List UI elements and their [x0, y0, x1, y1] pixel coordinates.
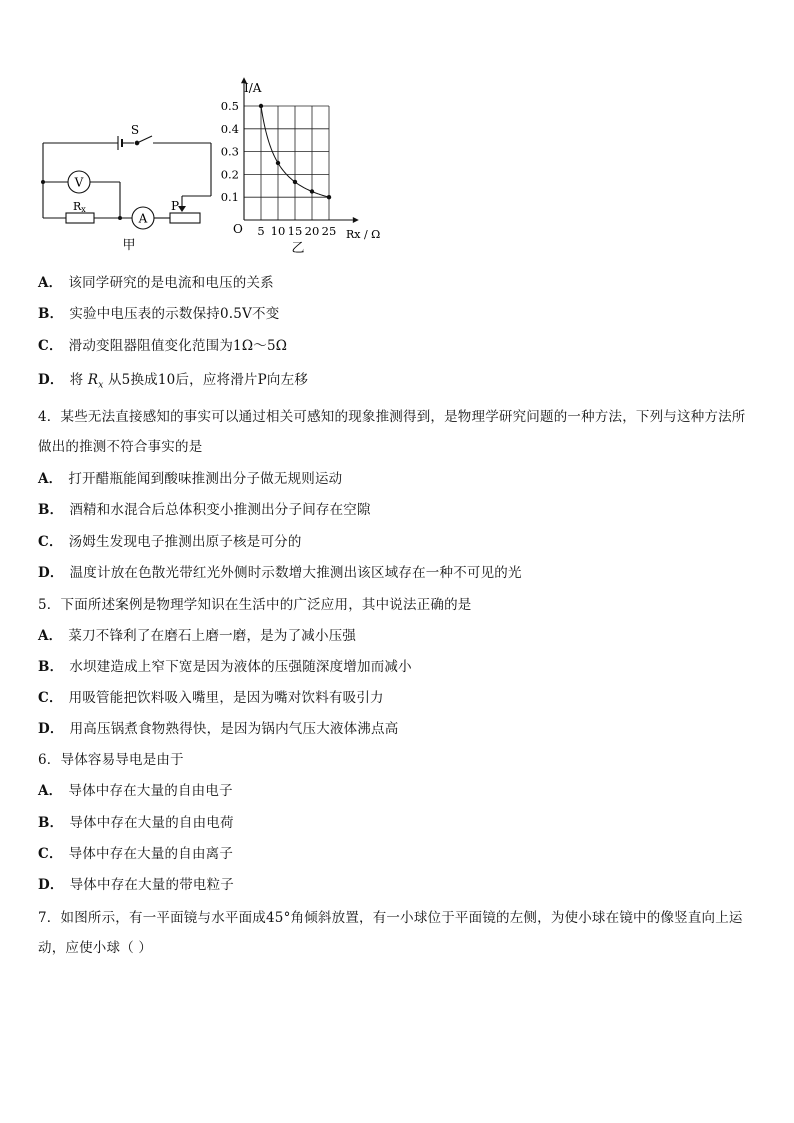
q3-option-c: C． 滑动变阻器阻值变化范围为1Ω～5Ω: [38, 338, 288, 354]
q5-option-b: B． 水坝建造成上窄下宽是因为液体的压强随深度增加而减小: [38, 659, 412, 675]
q5-option-d: D． 用高压锅煮食物熟得快，是因为锅内气压大液体沸点高: [38, 721, 399, 737]
voltmeter-label: V: [74, 175, 84, 190]
x-tick-label: 5: [257, 224, 265, 238]
q5-option-a: A． 菜刀不锋利了在磨石上磨一磨，是为了减小压强: [38, 628, 357, 644]
x-axis-arrow: [353, 217, 359, 223]
q3-option-b: B． 实验中电压表的示数保持0.5V不变: [38, 306, 280, 322]
x-axis-label: Rx / Ω: [346, 228, 381, 241]
x-tick-label: 20: [304, 224, 320, 238]
resistor-rx: [66, 213, 94, 223]
figure-yi-caption: 乙: [291, 241, 305, 256]
q6-option-c: C． 导体中存在大量的自由离子: [38, 846, 234, 862]
y-tick-label: 0.3: [220, 144, 239, 159]
q4-option-d: D． 温度计放在色散光带红光外侧时示数增大推测出该区域存在一种不可见的光: [38, 565, 522, 581]
data-point: [259, 104, 263, 108]
q6-option-b: B． 导体中存在大量的自由电荷: [38, 815, 234, 831]
switch-label: S: [130, 123, 140, 137]
q4-option-b: B． 酒精和水混合后总体积变小推测出分子间存在空隙: [38, 502, 371, 518]
q7-stem-line1: 7．如图所示，有一平面镜与水平面成45°角倾斜放置，有一小球位于平面镜的左侧，为使小球在镜中的像竖直向上运: [38, 910, 743, 926]
ammeter-label: A: [138, 211, 148, 226]
circuit-diagram: [41, 136, 211, 229]
x-tick-label: 25: [321, 224, 337, 238]
q6-stem: 6．导体容易导电是由于: [38, 752, 184, 768]
figure-area: [0, 0, 794, 260]
q6-option-a: A． 导体中存在大量的自由电子: [38, 783, 233, 799]
x-tick-label: 15: [287, 224, 303, 238]
figure-jia-caption: 甲: [122, 238, 136, 253]
graph-i-vs-rx: [221, 77, 359, 238]
slider-arrow: [178, 206, 186, 212]
q4-stem-line1: 4．某些无法直接感知的事实可以通过相关可感知的现象推测得到，是物理学研究问题的一种方法，下列与这种方法所: [38, 409, 746, 425]
q3-option-d: D． 将 $R_x$ 从5换成10后，应将滑片P向左移: [38, 372, 309, 391]
y-axis-label: I/A: [244, 81, 262, 95]
switch-blade: [137, 136, 152, 143]
y-tick-label: 0.1: [220, 190, 239, 205]
resistor-label: Rx: [73, 200, 86, 214]
q5-stem: 5．下面所述案例是物理学知识在生活中的广泛应用，其中说法正确的是: [38, 597, 472, 613]
data-point: [293, 180, 297, 184]
x-tick-label: 10: [270, 224, 286, 238]
data-point: [327, 195, 331, 199]
data-point: [310, 189, 314, 193]
q5-option-c: C． 用吸管能把饮料吸入嘴里，是因为嘴对饮料有吸引力: [38, 690, 384, 706]
slider-label: P: [171, 199, 180, 213]
q4-option-a: A． 打开醋瓶能闻到酸味推测出分子做无规则运动: [38, 471, 343, 487]
q6-option-d: D． 导体中存在大量的带电粒子: [38, 877, 235, 893]
q4-stem-line2: 做出的推测不符合事实的是: [38, 439, 203, 455]
q7-stem-line2: 动，应使小球（ ）: [38, 940, 153, 956]
q4-option-c: C． 汤姆生发现电子推测出原子核是可分的: [38, 534, 302, 550]
q3-option-a: A． 该同学研究的是电流和电压的关系: [38, 275, 274, 291]
origin-label: O: [233, 222, 243, 236]
y-tick-label: 0.2: [220, 167, 239, 182]
y-tick-label: 0.5: [220, 99, 239, 113]
rheostat: [170, 213, 200, 223]
y-tick-label: 0.4: [220, 121, 239, 136]
data-point: [276, 161, 280, 165]
